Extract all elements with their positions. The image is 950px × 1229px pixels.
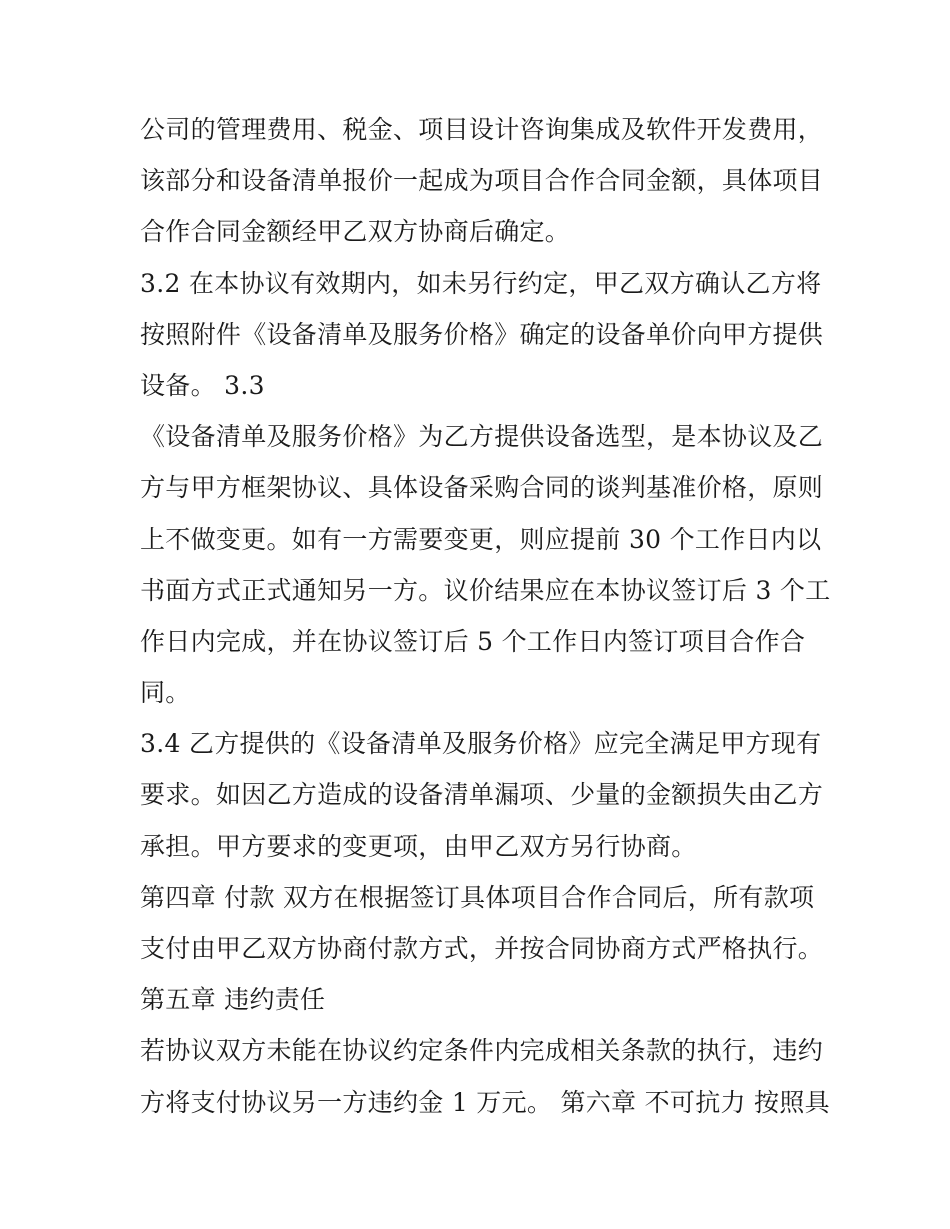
clause-3-3-line-1: 《设备清单及服务价格》为乙方提供设备选型，是本协议及乙: [140, 422, 824, 452]
text-line-2: 该部分和设备清单报价一起成为项目合作合同金额，具体项目: [140, 166, 824, 196]
clause-3-3-line-2: 方与甲方框架协议、具体设备采购合同的谈判基准价格，原则: [140, 473, 824, 503]
clause-3-3-line-4: 书面方式正式通知另一方。议价结果应在本协议签订后 3 个工: [140, 575, 831, 605]
clause-3-4-line-2: 要求。如因乙方造成的设备清单漏项、少量的金额损失由乙方: [140, 780, 824, 810]
clause-3-4-line-1: 3.4 乙方提供的《设备清单及服务价格》应完全满足甲方现有: [140, 729, 822, 759]
chapter-4-line-2: 支付由甲乙双方协商付款方式，并按合同协商方式严格执行。: [140, 934, 824, 963]
chapter-4-line-1: 第四章 付款 双方在根据签订具体项目合作合同后，所有款项: [140, 882, 815, 912]
clause-3-2-line-2: 按照附件《设备清单及服务价格》确定的设备单价向甲方提供: [140, 319, 824, 349]
clause-3-3-line-3: 上不做变更。如有一方需要变更，则应提前 30 个工作日内以: [140, 524, 822, 554]
text-line-3: 合作合同金额经甲乙双方协商后确定。: [140, 217, 571, 247]
clause-3-2-line-3: 设备。 3.3: [140, 370, 265, 400]
clause-3-3-line-5: 作日内完成，并在协议签订后 5 个工作日内签订项目合作合: [140, 626, 806, 656]
text-line-1: 公司的管理费用、税金、项目设计咨询集成及软件开发费用，: [140, 115, 824, 144]
chapter-5-heading: 第五章 违约责任: [140, 985, 326, 1015]
chapter-5-line-2: 方将支付协议另一方违约金 1 万元。 第六章 不可抗力 按照具: [140, 1087, 830, 1117]
clause-3-4-line-3: 承担。甲方要求的变更项，由甲乙双方另行协商。: [140, 831, 697, 861]
document-body: [140, 104, 831, 1128]
chapter-5-line-1: 若协议双方未能在协议约定条件内完成相关条款的执行，违约: [140, 1036, 824, 1066]
clause-3-3-line-6: 同。: [140, 678, 191, 708]
clause-3-2-line-1: 3.2 在本协议有效期内，如未另行约定，甲乙双方确认乙方将: [140, 268, 822, 298]
